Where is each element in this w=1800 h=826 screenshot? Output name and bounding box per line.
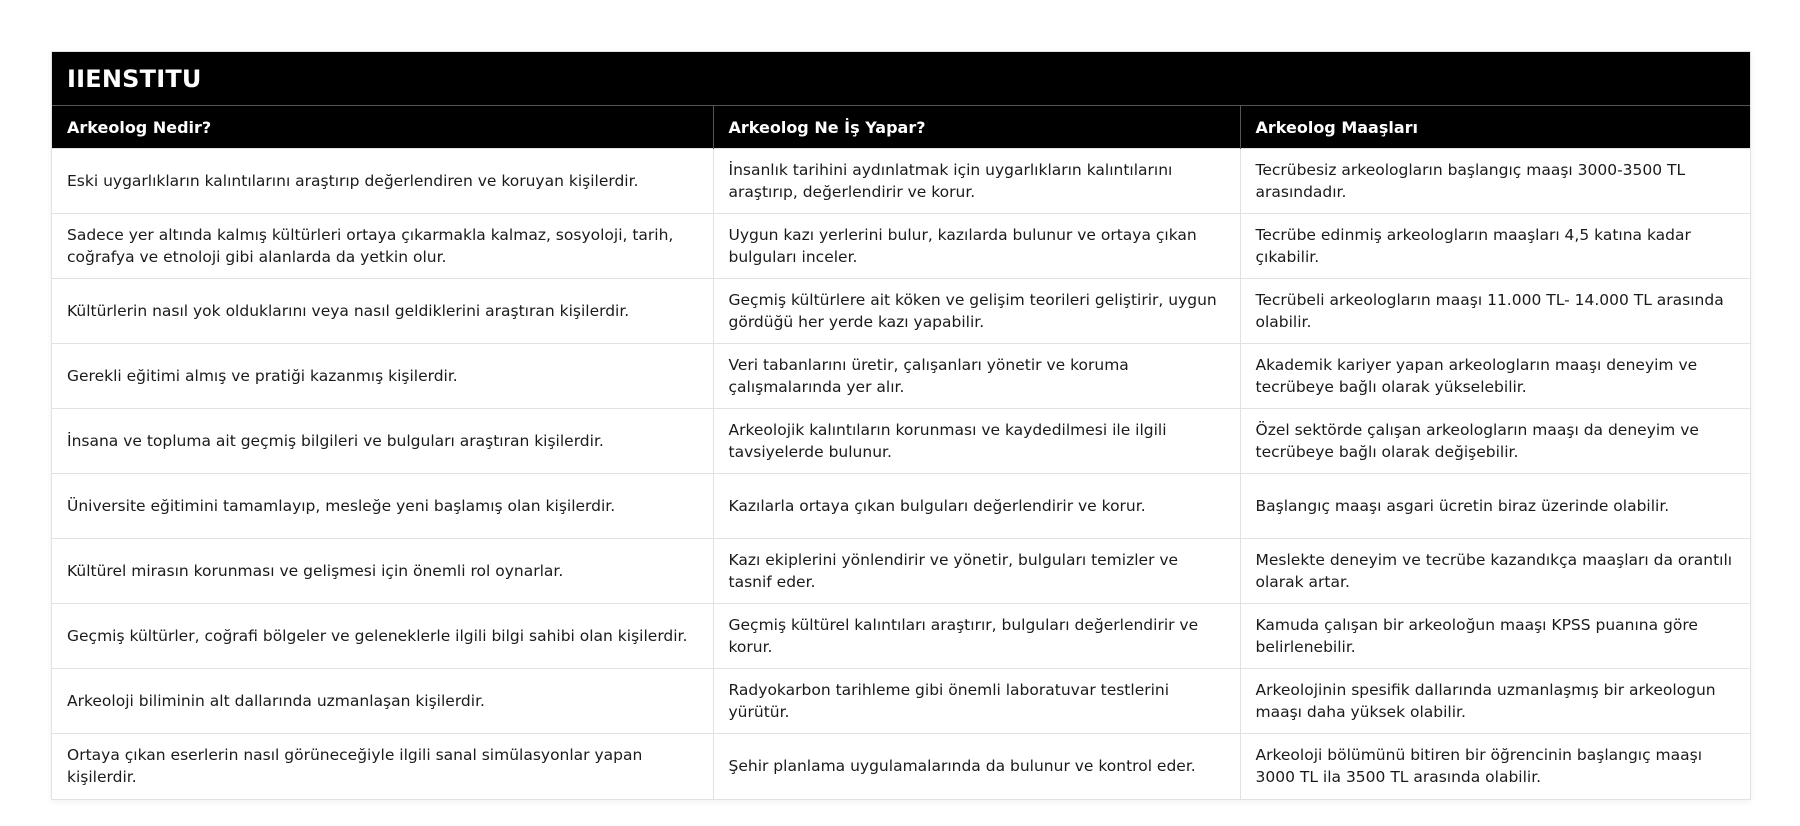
column-header: Arkeolog Maaşları (1240, 106, 1750, 149)
table-cell: Üniversite eğitimini tamamlayıp, mesleğe yeni başlamış olan kişilerdir. (52, 474, 713, 539)
table-card (51, 51, 1751, 800)
table-cell: Radyokarbon tarihleme gibi önemli laboratuvar testlerini yürütür. (713, 669, 1240, 734)
table-cell: Geçmiş kültürlere ait köken ve gelişim teorileri geliştirir, uygun gördüğü her yerde kazı yapabilir. (713, 279, 1240, 344)
table-cell: Kazı ekiplerini yönlendirir ve yönetir, bulguları temizler ve tasnif eder. (713, 539, 1240, 604)
table-cell: Kültürel mirasın korunması ve gelişmesi için önemli rol oynarlar. (52, 539, 713, 604)
data-table (52, 105, 1750, 799)
table-cell: Tecrübeli arkeologların maaşı 11.000 TL- 14.000 TL arasında olabilir. (1240, 279, 1750, 344)
column-header: Arkeolog Ne İş Yapar? (713, 106, 1240, 149)
table-row (52, 409, 1750, 474)
table-cell: Kamuda çalışan bir arkeoloğun maaşı KPSS puanına göre belirlenebilir. (1240, 604, 1750, 669)
table-row (52, 669, 1750, 734)
table-row (52, 474, 1750, 539)
table-row (52, 604, 1750, 669)
table-cell: Arkeolojik kalıntıların korunması ve kaydedilmesi ile ilgili tavsiyelerde bulunur. (713, 409, 1240, 474)
table-cell: İnsana ve topluma ait geçmiş bilgileri ve bulguları araştıran kişilerdir. (52, 409, 713, 474)
table-cell: Tecrübe edinmiş arkeologların maaşları 4,5 katına kadar çıkabilir. (1240, 214, 1750, 279)
table-row (52, 539, 1750, 604)
table-cell: Veri tabanlarını üretir, çalışanları yönetir ve koruma çalışmalarında yer alır. (713, 344, 1240, 409)
table-cell: Geçmiş kültürel kalıntıları araştırır, bulguları değerlendirir ve korur. (713, 604, 1240, 669)
brand-title: IIENSTITU (52, 52, 1750, 105)
table-row (52, 344, 1750, 409)
table-cell: Ortaya çıkan eserlerin nasıl görüneceğiyle ilgili sanal simülasyonlar yapan kişilerdir. (52, 734, 713, 799)
table-cell: Özel sektörde çalışan arkeologların maaşı da deneyim ve tecrübeye bağlı olarak değişebilir. (1240, 409, 1750, 474)
column-header: Arkeolog Nedir? (52, 106, 713, 149)
table-row (52, 279, 1750, 344)
table-cell: Uygun kazı yerlerini bulur, kazılarda bulunur ve ortaya çıkan bulguları inceler. (713, 214, 1240, 279)
table-cell: Gerekli eğitimi almış ve pratiği kazanmış kişilerdir. (52, 344, 713, 409)
table-cell: Şehir planlama uygulamalarında da bulunur ve kontrol eder. (713, 734, 1240, 799)
table-cell: Sadece yer altında kalmış kültürleri ortaya çıkarmakla kalmaz, sosyoloji, tarih, coğrafya ve etnoloji gibi alanlarda da yetkin olur. (52, 214, 713, 279)
table-cell: Meslekte deneyim ve tecrübe kazandıkça maaşları da orantılı olarak artar. (1240, 539, 1750, 604)
table-row (52, 214, 1750, 279)
table-row (52, 149, 1750, 214)
table-cell: Tecrübesiz arkeologların başlangıç maaşı 3000-3500 TL arasındadır. (1240, 149, 1750, 214)
table-cell: Arkeoloji bölümünü bitiren bir öğrencinin başlangıç maaşı 3000 TL ila 3500 TL arasında olabilir. (1240, 734, 1750, 799)
table-cell: Kazılarla ortaya çıkan bulguları değerlendirir ve korur. (713, 474, 1240, 539)
table-cell: Eski uygarlıkların kalıntılarını araştırıp değerlendiren ve koruyan kişilerdir. (52, 149, 713, 214)
table-header-row (52, 106, 1750, 149)
table-cell: Akademik kariyer yapan arkeologların maaşı deneyim ve tecrübeye bağlı olarak yükselebilir. (1240, 344, 1750, 409)
table-cell: Kültürlerin nasıl yok olduklarını veya nasıl geldiklerini araştıran kişilerdir. (52, 279, 713, 344)
table-row (52, 734, 1750, 799)
table-cell: İnsanlık tarihini aydınlatmak için uygarlıkların kalıntılarını araştırıp, değerlendirir ve korur. (713, 149, 1240, 214)
table-cell: Başlangıç maaşı asgari ücretin biraz üzerinde olabilir. (1240, 474, 1750, 539)
table-cell: Geçmiş kültürler, coğrafi bölgeler ve geleneklerle ilgili bilgi sahibi olan kişilerdir. (52, 604, 713, 669)
table-cell: Arkeoloji biliminin alt dallarında uzmanlaşan kişilerdir. (52, 669, 713, 734)
table-cell: Arkeolojinin spesifik dallarında uzmanlaşmış bir arkeologun maaşı daha yüksek olabilir. (1240, 669, 1750, 734)
